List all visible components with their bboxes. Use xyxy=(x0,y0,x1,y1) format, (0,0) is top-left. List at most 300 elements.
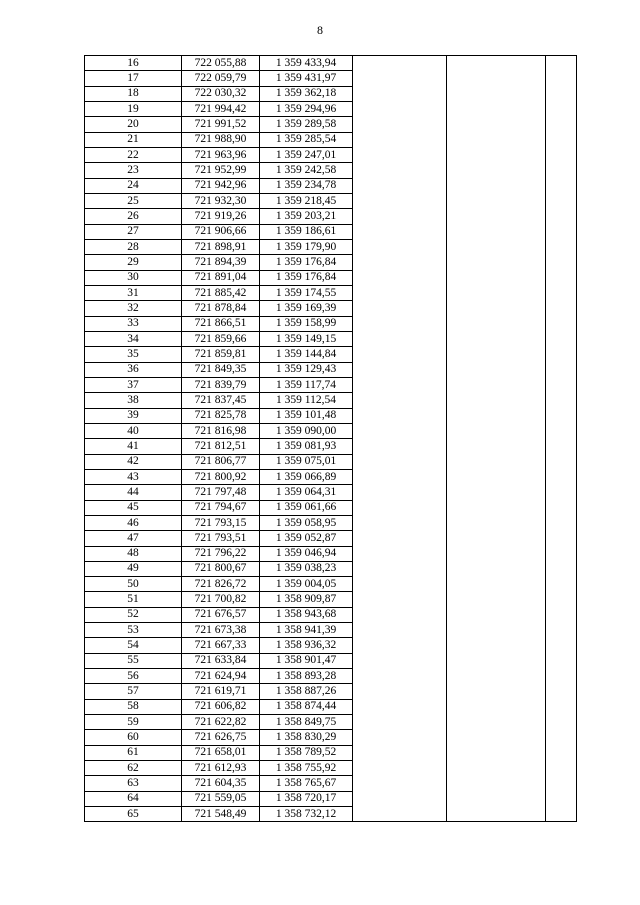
empty-cell xyxy=(353,546,447,561)
empty-cell xyxy=(447,638,546,653)
point-number-cell: 19 xyxy=(85,101,182,116)
point-number-cell: 46 xyxy=(85,515,182,530)
empty-cell xyxy=(353,454,447,469)
empty-cell xyxy=(546,347,577,362)
y-coordinate-cell: 1 358 720,17 xyxy=(260,791,353,806)
y-coordinate-cell: 1 359 112,54 xyxy=(260,393,353,408)
point-number-cell: 31 xyxy=(85,285,182,300)
point-number-cell: 60 xyxy=(85,730,182,745)
table-row xyxy=(85,485,577,500)
empty-cell xyxy=(353,638,447,653)
table-row xyxy=(85,393,577,408)
point-number-cell: 63 xyxy=(85,776,182,791)
empty-cell xyxy=(447,117,546,132)
y-coordinate-cell: 1 358 943,68 xyxy=(260,607,353,622)
x-coordinate-cell: 721 559,05 xyxy=(182,791,260,806)
empty-cell xyxy=(546,454,577,469)
y-coordinate-cell: 1 358 765,67 xyxy=(260,776,353,791)
empty-cell xyxy=(447,377,546,392)
empty-cell xyxy=(447,362,546,377)
empty-cell xyxy=(353,101,447,116)
table-row xyxy=(85,71,577,86)
empty-cell xyxy=(447,500,546,515)
y-coordinate-cell: 1 359 186,61 xyxy=(260,224,353,239)
empty-cell xyxy=(447,807,546,822)
x-coordinate-cell: 721 859,81 xyxy=(182,347,260,362)
x-coordinate-cell: 721 793,51 xyxy=(182,531,260,546)
x-coordinate-cell: 721 906,66 xyxy=(182,224,260,239)
y-coordinate-cell: 1 358 936,32 xyxy=(260,638,353,653)
x-coordinate-cell: 721 826,72 xyxy=(182,577,260,592)
empty-cell xyxy=(546,132,577,147)
x-coordinate-cell: 721 673,38 xyxy=(182,623,260,638)
point-number-cell: 28 xyxy=(85,239,182,254)
empty-cell xyxy=(546,101,577,116)
y-coordinate-cell: 1 358 893,28 xyxy=(260,669,353,684)
point-number-cell: 45 xyxy=(85,500,182,515)
empty-cell xyxy=(353,439,447,454)
empty-cell xyxy=(546,285,577,300)
empty-cell xyxy=(353,255,447,270)
empty-cell xyxy=(546,469,577,484)
empty-cell xyxy=(546,715,577,730)
empty-cell xyxy=(546,745,577,760)
empty-cell xyxy=(447,331,546,346)
table-row xyxy=(85,362,577,377)
point-number-cell: 55 xyxy=(85,653,182,668)
y-coordinate-cell: 1 359 046,94 xyxy=(260,546,353,561)
y-coordinate-cell: 1 359 218,45 xyxy=(260,193,353,208)
empty-cell xyxy=(447,285,546,300)
point-number-cell: 44 xyxy=(85,485,182,500)
x-coordinate-cell: 721 796,22 xyxy=(182,546,260,561)
point-number-cell: 41 xyxy=(85,439,182,454)
point-number-cell: 50 xyxy=(85,577,182,592)
empty-cell xyxy=(447,178,546,193)
empty-cell xyxy=(447,730,546,745)
empty-cell xyxy=(546,178,577,193)
y-coordinate-cell: 1 358 789,52 xyxy=(260,745,353,760)
empty-cell xyxy=(546,301,577,316)
point-number-cell: 53 xyxy=(85,623,182,638)
page-number: 8 xyxy=(317,23,323,37)
x-coordinate-cell: 721 800,92 xyxy=(182,469,260,484)
table-row xyxy=(85,577,577,592)
empty-cell xyxy=(447,86,546,101)
empty-cell xyxy=(546,163,577,178)
x-coordinate-cell: 721 604,35 xyxy=(182,776,260,791)
point-number-cell: 43 xyxy=(85,469,182,484)
empty-cell xyxy=(353,132,447,147)
empty-cell xyxy=(353,239,447,254)
empty-cell xyxy=(447,485,546,500)
x-coordinate-cell: 721 891,04 xyxy=(182,270,260,285)
empty-cell xyxy=(353,270,447,285)
y-coordinate-cell: 1 359 066,89 xyxy=(260,469,353,484)
empty-cell xyxy=(546,408,577,423)
table-row xyxy=(85,224,577,239)
y-coordinate-cell: 1 359 169,39 xyxy=(260,301,353,316)
empty-cell xyxy=(353,117,447,132)
empty-cell xyxy=(546,86,577,101)
table-row xyxy=(85,178,577,193)
x-coordinate-cell: 721 812,51 xyxy=(182,439,260,454)
empty-cell xyxy=(353,515,447,530)
x-coordinate-cell: 721 806,77 xyxy=(182,454,260,469)
table-row xyxy=(85,561,577,576)
table-row xyxy=(85,163,577,178)
y-coordinate-cell: 1 359 294,96 xyxy=(260,101,353,116)
empty-cell xyxy=(447,423,546,438)
point-number-cell: 38 xyxy=(85,393,182,408)
table-row xyxy=(85,469,577,484)
x-coordinate-cell: 721 825,78 xyxy=(182,408,260,423)
y-coordinate-cell: 1 358 874,44 xyxy=(260,699,353,714)
empty-cell xyxy=(353,500,447,515)
point-number-cell: 16 xyxy=(85,56,182,71)
table-row xyxy=(85,132,577,147)
empty-cell xyxy=(546,515,577,530)
empty-cell xyxy=(546,669,577,684)
empty-cell xyxy=(546,761,577,776)
point-number-cell: 24 xyxy=(85,178,182,193)
point-number-cell: 21 xyxy=(85,132,182,147)
empty-cell xyxy=(546,270,577,285)
empty-cell xyxy=(447,531,546,546)
point-number-cell: 40 xyxy=(85,423,182,438)
y-coordinate-cell: 1 359 158,99 xyxy=(260,316,353,331)
point-number-cell: 17 xyxy=(85,71,182,86)
table-row xyxy=(85,500,577,515)
empty-cell xyxy=(546,316,577,331)
table-row xyxy=(85,56,577,71)
table-row xyxy=(85,331,577,346)
y-coordinate-cell: 1 359 176,84 xyxy=(260,270,353,285)
empty-cell xyxy=(546,439,577,454)
empty-cell xyxy=(447,132,546,147)
empty-cell xyxy=(447,270,546,285)
table-row xyxy=(85,730,577,745)
empty-cell xyxy=(353,301,447,316)
y-coordinate-cell: 1 358 755,92 xyxy=(260,761,353,776)
empty-cell xyxy=(546,776,577,791)
point-number-cell: 26 xyxy=(85,209,182,224)
empty-cell xyxy=(447,255,546,270)
x-coordinate-cell: 721 963,96 xyxy=(182,147,260,162)
empty-cell xyxy=(546,638,577,653)
empty-cell xyxy=(353,347,447,362)
empty-cell xyxy=(353,791,447,806)
table-row xyxy=(85,408,577,423)
x-coordinate-cell: 722 030,32 xyxy=(182,86,260,101)
empty-cell xyxy=(447,715,546,730)
x-coordinate-cell: 721 793,15 xyxy=(182,515,260,530)
point-number-cell: 58 xyxy=(85,699,182,714)
table-row xyxy=(85,209,577,224)
empty-cell xyxy=(353,715,447,730)
empty-cell xyxy=(546,56,577,71)
x-coordinate-cell: 721 612,93 xyxy=(182,761,260,776)
table-row xyxy=(85,592,577,607)
y-coordinate-cell: 1 359 129,43 xyxy=(260,362,353,377)
point-number-cell: 61 xyxy=(85,745,182,760)
point-number-cell: 22 xyxy=(85,147,182,162)
empty-cell xyxy=(447,684,546,699)
table-row xyxy=(85,255,577,270)
table-row xyxy=(85,285,577,300)
x-coordinate-cell: 721 994,42 xyxy=(182,101,260,116)
table-row xyxy=(85,607,577,622)
empty-cell xyxy=(353,377,447,392)
x-coordinate-cell: 721 658,01 xyxy=(182,745,260,760)
empty-cell xyxy=(546,653,577,668)
empty-cell xyxy=(546,193,577,208)
empty-cell xyxy=(447,301,546,316)
table-row xyxy=(85,684,577,699)
x-coordinate-cell: 721 849,35 xyxy=(182,362,260,377)
empty-cell xyxy=(447,147,546,162)
table-row xyxy=(85,699,577,714)
y-coordinate-cell: 1 359 081,93 xyxy=(260,439,353,454)
y-coordinate-cell: 1 359 101,48 xyxy=(260,408,353,423)
empty-cell xyxy=(353,147,447,162)
empty-cell xyxy=(353,653,447,668)
table-row xyxy=(85,423,577,438)
y-coordinate-cell: 1 359 234,78 xyxy=(260,178,353,193)
y-coordinate-cell: 1 359 176,84 xyxy=(260,255,353,270)
point-number-cell: 37 xyxy=(85,377,182,392)
y-coordinate-cell: 1 358 830,29 xyxy=(260,730,353,745)
empty-cell xyxy=(353,669,447,684)
point-number-cell: 59 xyxy=(85,715,182,730)
x-coordinate-cell: 721 622,82 xyxy=(182,715,260,730)
empty-cell xyxy=(447,546,546,561)
point-number-cell: 39 xyxy=(85,408,182,423)
empty-cell xyxy=(546,531,577,546)
empty-cell xyxy=(353,485,447,500)
x-coordinate-cell: 721 859,66 xyxy=(182,331,260,346)
empty-cell xyxy=(447,669,546,684)
empty-cell xyxy=(353,178,447,193)
table-row xyxy=(85,531,577,546)
empty-cell xyxy=(546,592,577,607)
y-coordinate-cell: 1 358 909,87 xyxy=(260,592,353,607)
x-coordinate-cell: 721 839,79 xyxy=(182,377,260,392)
empty-cell xyxy=(546,255,577,270)
empty-cell xyxy=(353,469,447,484)
x-coordinate-cell: 721 700,82 xyxy=(182,592,260,607)
y-coordinate-cell: 1 359 362,18 xyxy=(260,86,353,101)
empty-cell xyxy=(447,592,546,607)
empty-cell xyxy=(353,224,447,239)
point-number-cell: 47 xyxy=(85,531,182,546)
x-coordinate-cell: 721 894,39 xyxy=(182,255,260,270)
table-row xyxy=(85,546,577,561)
x-coordinate-cell: 721 816,98 xyxy=(182,423,260,438)
point-number-cell: 23 xyxy=(85,163,182,178)
x-coordinate-cell: 721 898,91 xyxy=(182,239,260,254)
empty-cell xyxy=(353,193,447,208)
point-number-cell: 54 xyxy=(85,638,182,653)
point-number-cell: 49 xyxy=(85,561,182,576)
empty-cell xyxy=(546,807,577,822)
empty-cell xyxy=(353,362,447,377)
empty-cell xyxy=(546,393,577,408)
y-coordinate-cell: 1 359 004,05 xyxy=(260,577,353,592)
empty-cell xyxy=(447,699,546,714)
empty-cell xyxy=(447,101,546,116)
table-row xyxy=(85,669,577,684)
table-row xyxy=(85,807,577,822)
point-number-cell: 33 xyxy=(85,316,182,331)
coordinates-table-body xyxy=(85,56,577,822)
empty-cell xyxy=(447,776,546,791)
empty-cell xyxy=(546,485,577,500)
table-row xyxy=(85,623,577,638)
empty-cell xyxy=(546,546,577,561)
empty-cell xyxy=(546,791,577,806)
y-coordinate-cell: 1 359 242,58 xyxy=(260,163,353,178)
x-coordinate-cell: 721 952,99 xyxy=(182,163,260,178)
empty-cell xyxy=(546,224,577,239)
x-coordinate-cell: 721 794,67 xyxy=(182,500,260,515)
empty-cell xyxy=(447,607,546,622)
x-coordinate-cell: 721 676,57 xyxy=(182,607,260,622)
empty-cell xyxy=(447,515,546,530)
empty-cell xyxy=(546,71,577,86)
table-row xyxy=(85,439,577,454)
y-coordinate-cell: 1 359 174,55 xyxy=(260,285,353,300)
y-coordinate-cell: 1 358 887,26 xyxy=(260,684,353,699)
y-coordinate-cell: 1 359 061,66 xyxy=(260,500,353,515)
empty-cell xyxy=(353,561,447,576)
table-row xyxy=(85,86,577,101)
empty-cell xyxy=(447,163,546,178)
point-number-cell: 25 xyxy=(85,193,182,208)
y-coordinate-cell: 1 359 149,15 xyxy=(260,331,353,346)
empty-cell xyxy=(447,791,546,806)
point-number-cell: 62 xyxy=(85,761,182,776)
table-row xyxy=(85,316,577,331)
y-coordinate-cell: 1 359 247,01 xyxy=(260,147,353,162)
y-coordinate-cell: 1 358 732,12 xyxy=(260,807,353,822)
x-coordinate-cell: 721 878,84 xyxy=(182,301,260,316)
empty-cell xyxy=(353,163,447,178)
empty-cell xyxy=(546,684,577,699)
y-coordinate-cell: 1 359 075,01 xyxy=(260,454,353,469)
table-row xyxy=(85,347,577,362)
table-row xyxy=(85,270,577,285)
empty-cell xyxy=(353,684,447,699)
empty-cell xyxy=(447,408,546,423)
empty-cell xyxy=(546,577,577,592)
y-coordinate-cell: 1 358 901,47 xyxy=(260,653,353,668)
empty-cell xyxy=(447,347,546,362)
point-number-cell: 48 xyxy=(85,546,182,561)
empty-cell xyxy=(353,699,447,714)
x-coordinate-cell: 721 919,26 xyxy=(182,209,260,224)
empty-cell xyxy=(353,776,447,791)
empty-cell xyxy=(447,439,546,454)
table-row xyxy=(85,454,577,469)
point-number-cell: 30 xyxy=(85,270,182,285)
empty-cell xyxy=(447,454,546,469)
empty-cell xyxy=(353,316,447,331)
empty-cell xyxy=(546,209,577,224)
empty-cell xyxy=(353,423,447,438)
empty-cell xyxy=(447,561,546,576)
empty-cell xyxy=(353,730,447,745)
empty-cell xyxy=(353,577,447,592)
table-row xyxy=(85,761,577,776)
point-number-cell: 20 xyxy=(85,117,182,132)
empty-cell xyxy=(447,577,546,592)
x-coordinate-cell: 721 624,94 xyxy=(182,669,260,684)
empty-cell xyxy=(546,561,577,576)
point-number-cell: 34 xyxy=(85,331,182,346)
point-number-cell: 42 xyxy=(85,454,182,469)
x-coordinate-cell: 721 866,51 xyxy=(182,316,260,331)
x-coordinate-cell: 721 991,52 xyxy=(182,117,260,132)
table-row xyxy=(85,193,577,208)
table-row xyxy=(85,745,577,760)
table-row xyxy=(85,239,577,254)
empty-cell xyxy=(546,500,577,515)
x-coordinate-cell: 721 837,45 xyxy=(182,393,260,408)
table-row xyxy=(85,117,577,132)
table-row xyxy=(85,377,577,392)
empty-cell xyxy=(546,362,577,377)
table-row xyxy=(85,101,577,116)
empty-cell xyxy=(447,316,546,331)
point-number-cell: 52 xyxy=(85,607,182,622)
x-coordinate-cell: 721 548,49 xyxy=(182,807,260,822)
empty-cell xyxy=(353,393,447,408)
empty-cell xyxy=(447,623,546,638)
empty-cell xyxy=(353,607,447,622)
point-number-cell: 27 xyxy=(85,224,182,239)
empty-cell xyxy=(447,469,546,484)
empty-cell xyxy=(353,86,447,101)
empty-cell xyxy=(353,56,447,71)
empty-cell xyxy=(447,71,546,86)
empty-cell xyxy=(447,209,546,224)
point-number-cell: 36 xyxy=(85,362,182,377)
x-coordinate-cell: 721 633,84 xyxy=(182,653,260,668)
empty-cell xyxy=(447,193,546,208)
empty-cell xyxy=(546,623,577,638)
x-coordinate-cell: 721 606,82 xyxy=(182,699,260,714)
empty-cell xyxy=(353,592,447,607)
y-coordinate-cell: 1 359 052,87 xyxy=(260,531,353,546)
table-row xyxy=(85,653,577,668)
x-coordinate-cell: 721 619,71 xyxy=(182,684,260,699)
empty-cell xyxy=(353,209,447,224)
empty-cell xyxy=(546,117,577,132)
empty-cell xyxy=(353,761,447,776)
x-coordinate-cell: 721 942,96 xyxy=(182,178,260,193)
y-coordinate-cell: 1 359 179,90 xyxy=(260,239,353,254)
table-row xyxy=(85,301,577,316)
empty-cell xyxy=(353,531,447,546)
empty-cell xyxy=(447,393,546,408)
empty-cell xyxy=(353,331,447,346)
coordinates-table xyxy=(84,55,577,822)
y-coordinate-cell: 1 359 117,74 xyxy=(260,377,353,392)
empty-cell xyxy=(447,56,546,71)
point-number-cell: 29 xyxy=(85,255,182,270)
empty-cell xyxy=(546,331,577,346)
